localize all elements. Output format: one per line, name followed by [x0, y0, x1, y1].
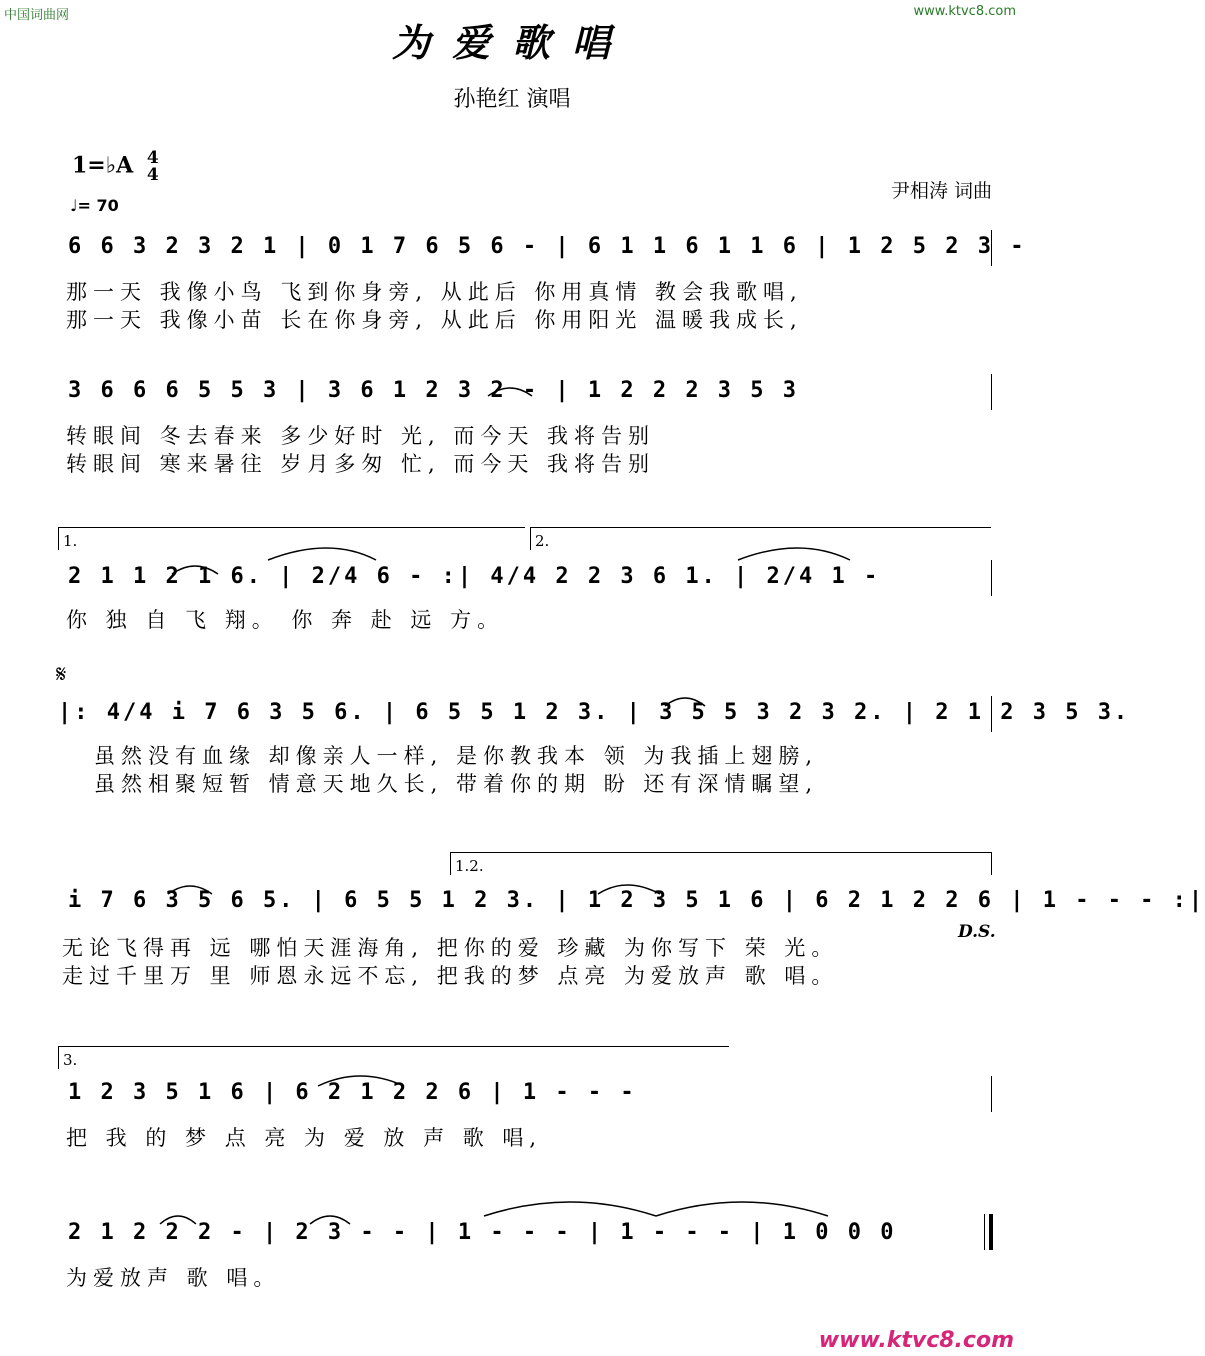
segno-sign: 𝄋 — [56, 660, 67, 688]
time-bottom: 4 — [146, 165, 159, 185]
notation-row-6: 1 2 3 5 1 6 | 6 2 1 2 2 6 | 1 - - - — [68, 1080, 637, 1105]
notation-row-5: i 7 6 3 5 6 5. | 6 5 5 1 2 3. | 1 2 3 5 1 6 | 6 2 1 2 2 6 | 1 - - - :| — [68, 888, 1205, 913]
author-credit: 尹相涛 词曲 — [890, 180, 992, 202]
lyric-row-1-verse-2: 那一天 我像小苗 长在你身旁, 从此后 你用阳光 温暖我成长, — [66, 308, 803, 332]
volta-label: 3. — [63, 1051, 78, 1069]
lyric-row-3: 你 独 自 飞 翔。 你 奔 赴 远 方。 — [66, 608, 505, 632]
notation-row-2: 3 6 6 6 5 5 3 | 3 6 1 2 3 2 - | 1 2 2 2 3 5 3 — [68, 378, 800, 403]
lyric-row-2-verse-1: 转眼间 冬去春来 多少好时 光, 而今天 我将告别 — [66, 424, 656, 448]
time-top: 4 — [146, 148, 159, 168]
lyric-row-4-verse-1: 虽然没有血缘 却像亲人一样, 是你教我本 领 为我插上翅膀, — [94, 744, 819, 768]
lyric-row-5-verse-2: 走过千里万 里 师恩永远不忘, 把我的梦 点亮 为爱放声 歌 唱。 — [62, 964, 839, 988]
key-label: 1=♭A — [72, 152, 134, 179]
song-title: 为爱歌唱 — [391, 20, 632, 65]
lyric-row-6: 把 我 的 梦 点 亮 为 爱 放 声 歌 唱, — [66, 1126, 543, 1150]
site-name-top-left: 中国词曲网 — [4, 8, 70, 23]
notation-row-1: 6 6 3 2 3 2 1 | 0 1 7 6 5 6 - | 6 1 1 6 1 1 6 | 1 2 5 2 3 - — [68, 234, 1027, 259]
lyric-row-2-verse-2: 转眼间 寒来暑往 岁月多匆 忙, 而今天 我将告别 — [66, 452, 656, 476]
volta-label: 1. — [63, 532, 78, 550]
tempo-marking: ♩= 70 — [70, 196, 119, 215]
lyric-row-5-verse-1: 无论飞得再 远 哪怕天涯海角, 把你的爱 珍藏 为你写下 荣 光。 — [62, 936, 839, 960]
notation-row-7: 2 1 2 2 2 - | 2 3 - - | 1 - - - | 1 - - - | 1 0 0 0 — [68, 1220, 897, 1245]
volta-label: 2. — [535, 532, 550, 550]
performer-credit: 孙艳红 演唱 — [453, 87, 571, 112]
site-url-top-right: www.ktvc8.com — [913, 4, 1016, 19]
notation-row-3: 2 1 1 2 1 6. | 2/4 6 - :| 4/4 2 2 3 6 1. | 2/4 1 - — [68, 564, 881, 589]
site-watermark-bottom: www.ktvc8.com — [818, 1328, 1014, 1353]
notation-row-4: |: 4/4 i 7 6 3 5 6. | 6 5 5 1 2 3. | 3 5 5 3 2 3 2. | 2 1 2 3 5 3. — [58, 700, 1131, 725]
dal-segno-marking: D.S. — [958, 922, 996, 942]
lyric-row-1-verse-1: 那一天 我像小鸟 飞到你身旁, 从此后 你用真情 教会我歌唱, — [66, 280, 803, 304]
lyric-row-7: 为爱放声 歌 唱。 — [66, 1266, 281, 1290]
volta-label: 1.2. — [455, 857, 484, 875]
lyric-row-4-verse-2: 虽然相聚短暂 情意天地久长, 带着你的期 盼 还有深情瞩望, — [94, 772, 819, 796]
